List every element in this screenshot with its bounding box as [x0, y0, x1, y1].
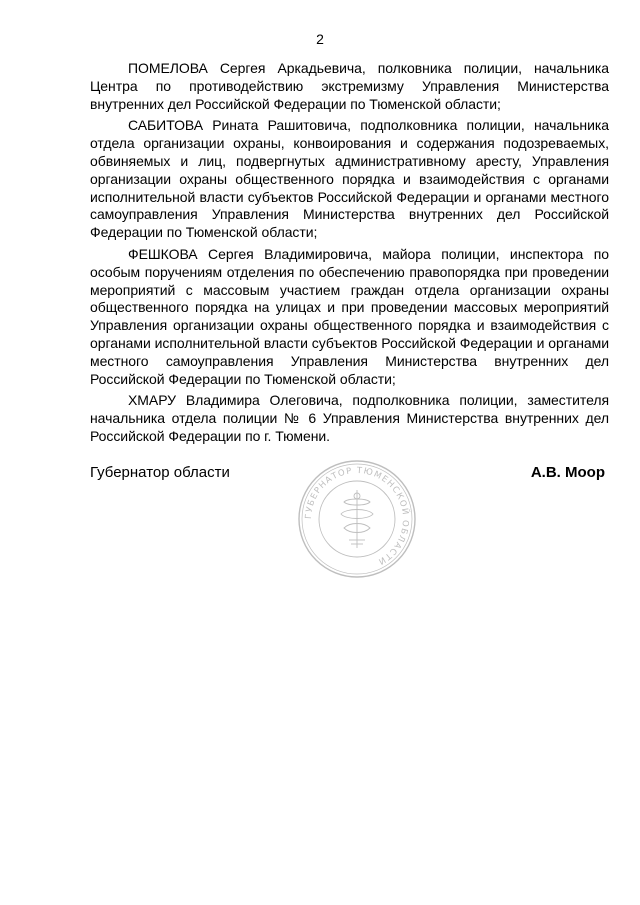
- signer-name: А.В. Моор: [530, 464, 605, 481]
- document-body: [90, 60, 609, 450]
- signature-block: [90, 464, 605, 484]
- seal-ring-text: ГУБЕРНАТОР ТЮМЕНСКОЙ ОБЛАСТИ: [303, 465, 411, 567]
- paragraph-pomelov: ПОМЕЛОВА Сергея Аркадьевича, полковника полиции, начальника Центра по противодействию экстремизму Управления Министерства внутренних дел Российской Федерации по Тюменской области;: [90, 60, 609, 112]
- page-number: 2: [316, 31, 324, 47]
- paragraph-khmara: ХМАРУ Владимира Олеговича, подполковника полиции, заместителя начальника отдела полиции № 6 Управления Министерства внутренних дел Российской Федерации по г. Тюмени.: [90, 392, 609, 444]
- paragraph-sabitov: САБИТОВА Рината Рашитовича, подполковника полиции, начальника отдела организации охраны, конвоирования и содержания подозреваемых, обвиняемых и лиц, подвергнутых административному аресту, Управления организации охраны общественного порядка и взаимодействия с органами исполнительной власти субъектов Российской Федерации и органами местного самоуправления Управления Министерства внутренних дел Российской Федерации по Тюменской области;: [90, 117, 609, 241]
- paragraph-feshkov: ФЕШКОВА Сергея Владимировича, майора полиции, инспектора по особым поручениям отделения по обеспечению правопорядка при проведении мероприятий с массовым участием граждан отдела организации охраны общественного порядка на улицах и при проведении массовых мероприятий Управления организации охраны общественного порядка и взаимодействия с органами исполнительной власти субъектов Российской Федерации и органами местного самоуправления Управления Министерства внутренних дел Российской Федерации по Тюменской области;: [90, 245, 609, 387]
- signer-title: Губернатор области: [90, 464, 230, 481]
